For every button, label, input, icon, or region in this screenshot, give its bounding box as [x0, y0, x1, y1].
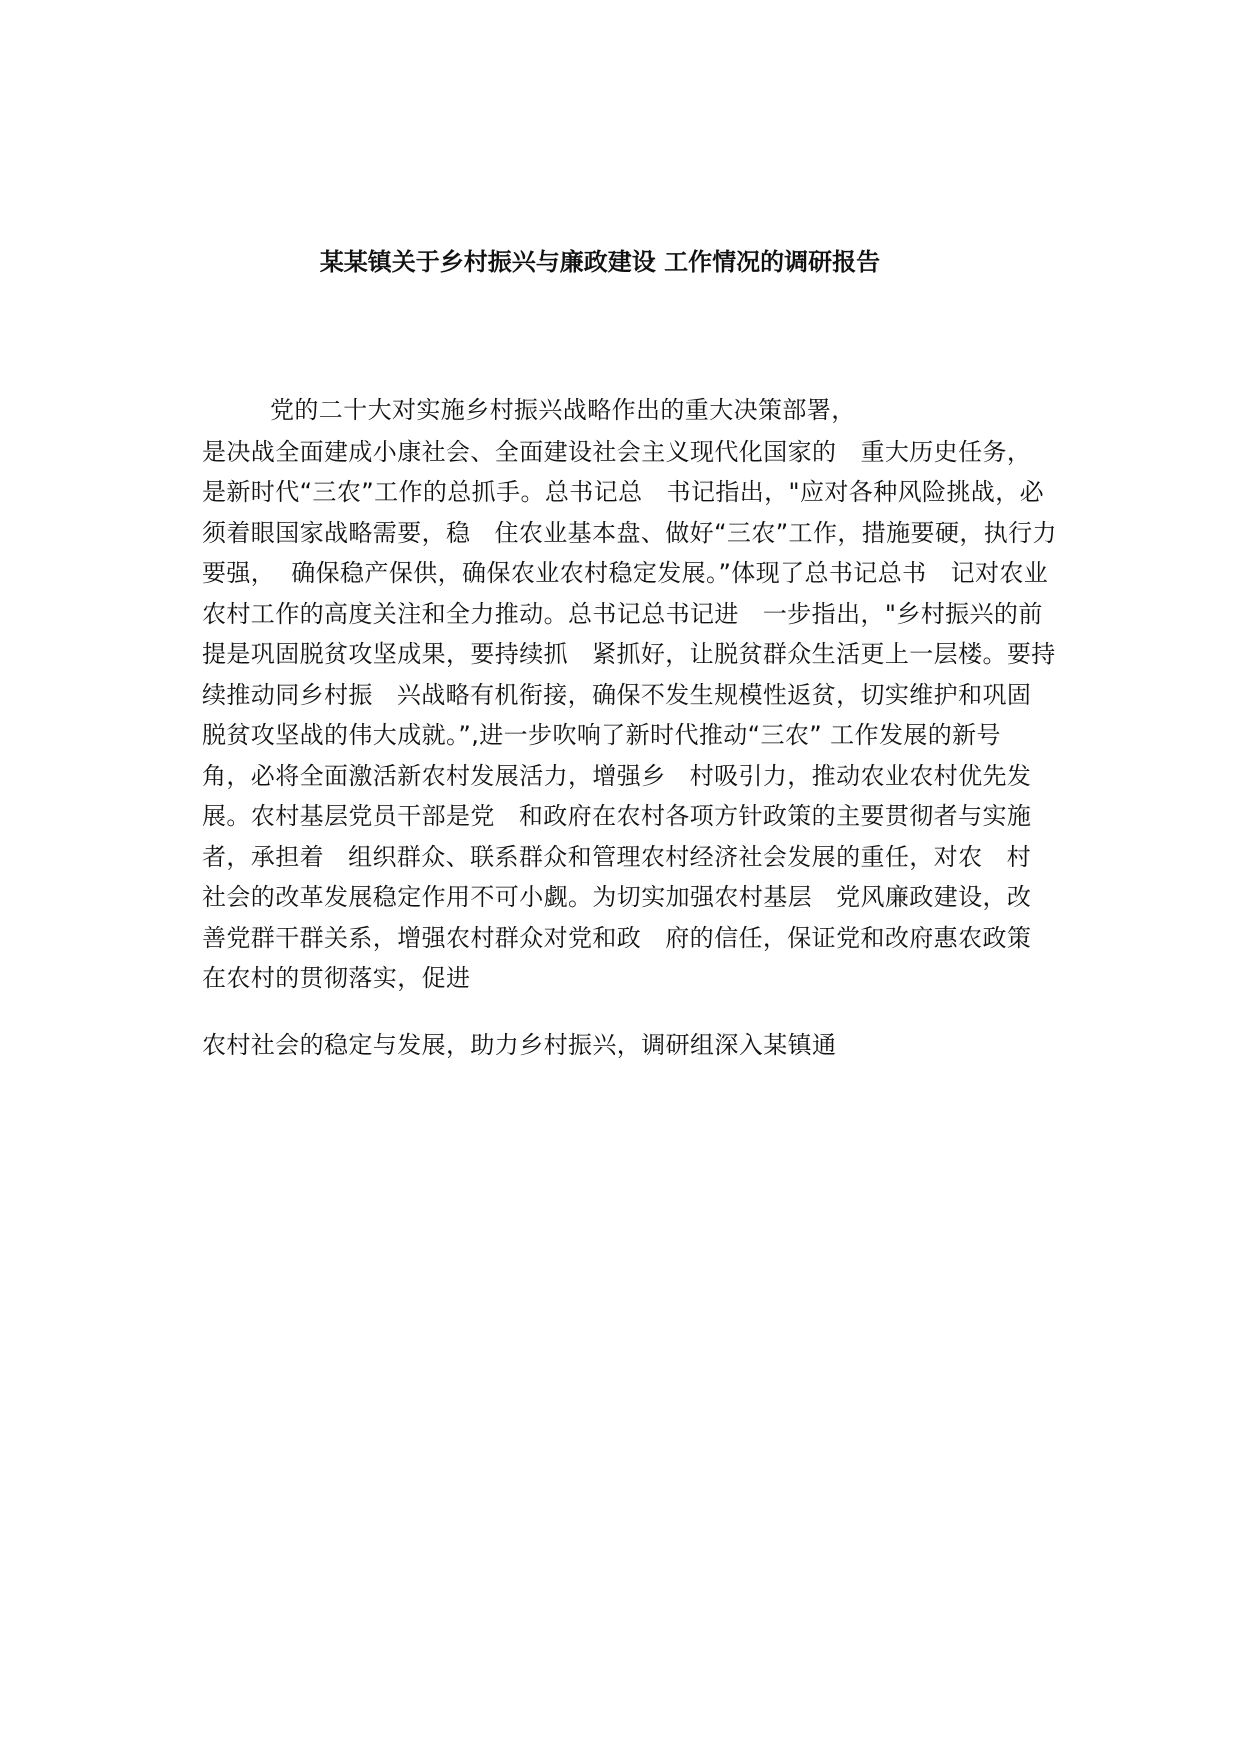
paragraph-line: 是决战全面建成小康社会、全面建设社会主义现代化国家的 重大历史任务，	[202, 437, 1032, 466]
document-body	[202, 390, 1122, 999]
paragraph-line: 脱贫攻坚战的伟大成就。”,进一步吹响了新时代推动“三农” 工作发展的新号	[202, 721, 1001, 749]
paragraph-line: 农村工作的高度关注和全力推动。总书记总书记进 一步指出，"乡村振兴的前	[202, 599, 1043, 628]
paragraph-line: 展。农村基层党员干部是党 和政府在农村各项方针政策的主要贯彻者与实施	[202, 802, 1032, 830]
paragraph-line: 社会的改革发展稳定作用不可小觑。为切实加强农村基层 党风廉政建设，改	[202, 883, 1032, 911]
paragraph-line: 须着眼国家战略需要，稳 住农业基本盘、做好“三农”工作，措施要硬，执行力	[202, 518, 1057, 547]
paragraph-line: 角，必将全面激活新农村发展活力，增强乡 村吸引力，推动农业农村优先发	[202, 761, 1032, 790]
paragraph-line: 提是巩固脱贫攻坚成果，要持续抓 紧抓好，让脱贫群众生活更上一层楼。要持	[202, 640, 1056, 668]
paragraph-continuation: 农村社会的稳定与发展，助力乡村振兴，调研组深入某镇通	[202, 1031, 837, 1059]
paragraph-line: 善党群干群关系，增强农村群众对党和政 府的信任，保证党和改府惠农政策	[202, 923, 1032, 952]
paragraph-line: 在农村的贯彻落实，促进	[202, 964, 471, 992]
document-title: 某某镇关于乡村振兴与廉政建设 工作情况的调研报告	[319, 248, 881, 276]
paragraph-line: 续推动同乡村振 兴战略有机衔接，确保不发生规模性返贫，切实维护和巩固	[202, 680, 1032, 709]
paragraph-line: 党的二十大对实施乡村振兴战略作出的重大决策部署，	[270, 396, 856, 424]
paragraph-line: 者，承担着 组织群众、联系群众和管理农村经济社会发展的重任，对农 村	[202, 842, 1031, 871]
paragraph-line: 是新时代“三农”工作的总抓手。总书记总 书记指出，"应对各种风险挑战，必	[202, 478, 1044, 506]
paragraph-line: 要强， 确保稳产保供，确保农业农村稳定发展。”体现了总书记总书 记对农业	[202, 559, 1049, 587]
